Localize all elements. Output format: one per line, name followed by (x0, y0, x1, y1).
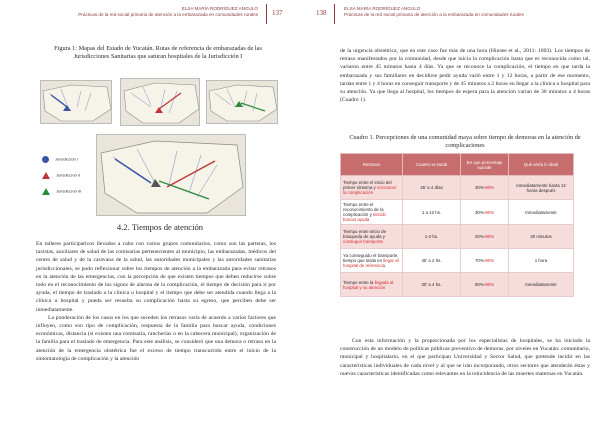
running-header-right (344, 6, 544, 18)
paragraph: Con esta información y la proporcionada por los especialistas de hospitales, se ha iniciado la construcción de un modelo de políticas públicas preventivo de demoras, por niveles en Yucatán: comunitario, municipal y hospitalario, en el que participan Universidad y Sector Salud, que pretende incidir en las características individuales de cada nivel y al que se irán incorporando, otros sectores que atenderán éstas y nuevas características identificadas como relevantes en la reincidencia de las muertes maternas en Yucatán. (340, 338, 590, 377)
paragraph: de la urgencia obstétrica, que en este caso fue más de una hora (Hinsee et al., 2011: 1003). Los tiempos de retraso manifestados por la comunidad, desde que inicia la complicación hasta que es reconocida como tal, variaron entre 45 minutos hasta 4 días. Ya que se reconoce la complicación, el tiempo en que tarda la embarazada y sus familiares en decidirse pedir ayuda varió entre 1 y 12 horas, a partir de ese momento, tardan entre 1 y 4 horas en conseguir transporte y de 45 minutos a 2 horas en llegar a la clínica u hospital para su atención. Ya que llega al hospital, los tiempos de espera para la atención varían de 30 minutos a 4 horas (Cuadro 1). (340, 48, 591, 104)
table-cell: 20%-80% (461, 225, 509, 249)
figure-caption: Figura 1: Mapas del Estado de Yucatán. Rutas de referencia de embarazadas de las Jurisdicciones Sanitarias que saturan hospitales de la Jurisdicción I (54, 45, 262, 60)
page-number-right: 138 (316, 9, 327, 17)
table-cell: 60%-80% (461, 273, 509, 297)
legend-item-2: Jurisdicción II (42, 172, 80, 179)
yucatan-map-3 (206, 80, 278, 124)
table-cell: Tiempo entre el reconocimiento de la complicación y decidir buscar ayuda (341, 200, 403, 225)
table-cell: Inmediatamente (509, 273, 574, 297)
left-body-text (36, 240, 276, 363)
table-cell: Tiempo entre el inicio del primer síntoma y reconocer la complicación (341, 176, 403, 200)
table-header: Retrasos (341, 154, 403, 176)
table-cell: Inmediatamente (509, 200, 574, 225)
header-divider (334, 4, 335, 24)
table-row (341, 200, 574, 225)
table-header: Qué sería lo ideal (509, 154, 574, 176)
table-header: Cuanto se tarda (403, 154, 461, 176)
legend-triangle-icon (42, 188, 50, 195)
table-cell: 45' a 4 días (403, 176, 461, 200)
right-body-text (340, 47, 590, 104)
table-row (341, 249, 574, 273)
header-title: Prácticas de la red social primaria de atención a la embarazada en comunidades rurales (78, 12, 258, 17)
table-cell: 30 minutos (509, 225, 574, 249)
table-row (341, 176, 574, 200)
table-cell: Inmediatamente hasta 12 horas después (509, 176, 574, 200)
table-caption: Cuadro 1. Percepciones de una comunidad maya sobre tiempo de demoras en la atención de complicaciones (349, 134, 581, 149)
table-cell: 45' a 2 hs. (403, 249, 461, 273)
table-cell: Tiempo entre la llegada al hospital y su atención (341, 273, 403, 297)
table-header-row (341, 154, 574, 176)
paragraph: En talleres participativos llevados a cabo con varios grupos comunitarios, como son las parteras, los taxistas, auxiliares de salud de las comisarías pertenecientes al municipio, las embarazadas, médicos del centro de salud y de la caravana de la salud, las autoridades municipales y las autoridades sanitarias jurisdiccionales, se pudo reflexionar sobre los tiempos de atención a la embarazada para evitar retrasos en la atención de las emergencias, con la percepción de que existen tiempos que deben reducirse sobre todo en el reconocimiento de los signos de alarma de la complicación, el tiempo de decisión para ir por ayuda, el tiempo de traslado a la clínica u hospital y el tiempo que debe ser atendida cuando llega a la clínica u hospital y pueda ser resuelta su complicación hasta su egreso, que perciben debe ser inmediatamente. (36, 241, 276, 313)
header-author: ELSA MARÍA RODRÍGUEZ ANGULO (344, 6, 421, 11)
right-body-text-bottom (340, 337, 590, 378)
delays-table (340, 153, 574, 297)
table-cell: 1 hora (509, 249, 574, 273)
table-cell: 30%-80% (461, 200, 509, 225)
table-cell: 70%-80% (461, 249, 509, 273)
table-cell: 1 a 12 hs. (403, 200, 461, 225)
yucatan-map-large (96, 134, 246, 216)
table-cell: 1-4 hs. (403, 225, 461, 249)
header-title: Prácticas de la red social primaria de atención a la embarazada en comunidades rurales (344, 12, 524, 17)
page-number-left: 137 (272, 9, 283, 17)
header-divider (266, 4, 267, 24)
paragraph: La ponderación de los casos en los que suceden los retrasos varía de acuerdo a varios factores que influyen, como son tipo de complicación, respuesta de la familia para buscar ayuda, condiciones económicas, distancia (si existen una comisaría, rancherías o en la cabecera municipal), organización de la familia para el traslado de emergencia. Para este análisis, se consideró que una demora o retraso en la atención de la emergencia obstétrica fue el exceso de tiempo transcurrido entre el inicio de la sintomatología de complicación y la atención (36, 314, 276, 362)
legend-dot-icon (42, 156, 49, 163)
table-header: En que porcentaje sucede (461, 154, 509, 176)
table-cell: Ya conseguido el transporte, tiempo que tarda en llegar al hospital de referencia. (341, 249, 403, 273)
yucatan-map-2 (120, 78, 200, 126)
table-row (341, 273, 574, 297)
table-cell: 30%-80% (461, 176, 509, 200)
legend-item-3: Jurisdicción III (42, 188, 81, 195)
table-cell: Tiempo entre inicio de búsqueda de ayuda y conseguir transporte (341, 225, 403, 249)
legend-item-1: Jurisdicción I (42, 156, 78, 163)
yucatan-map-1 (40, 80, 112, 124)
header-author: ELSA MARÍA RODRÍGUEZ ANGULO (181, 6, 258, 11)
running-header-left (58, 6, 258, 18)
table-cell: 30' a 4 hs. (403, 273, 461, 297)
legend-triangle-icon (42, 172, 50, 179)
table-row (341, 225, 574, 249)
section-title: 4.2. Tiempos de atención (116, 222, 204, 232)
